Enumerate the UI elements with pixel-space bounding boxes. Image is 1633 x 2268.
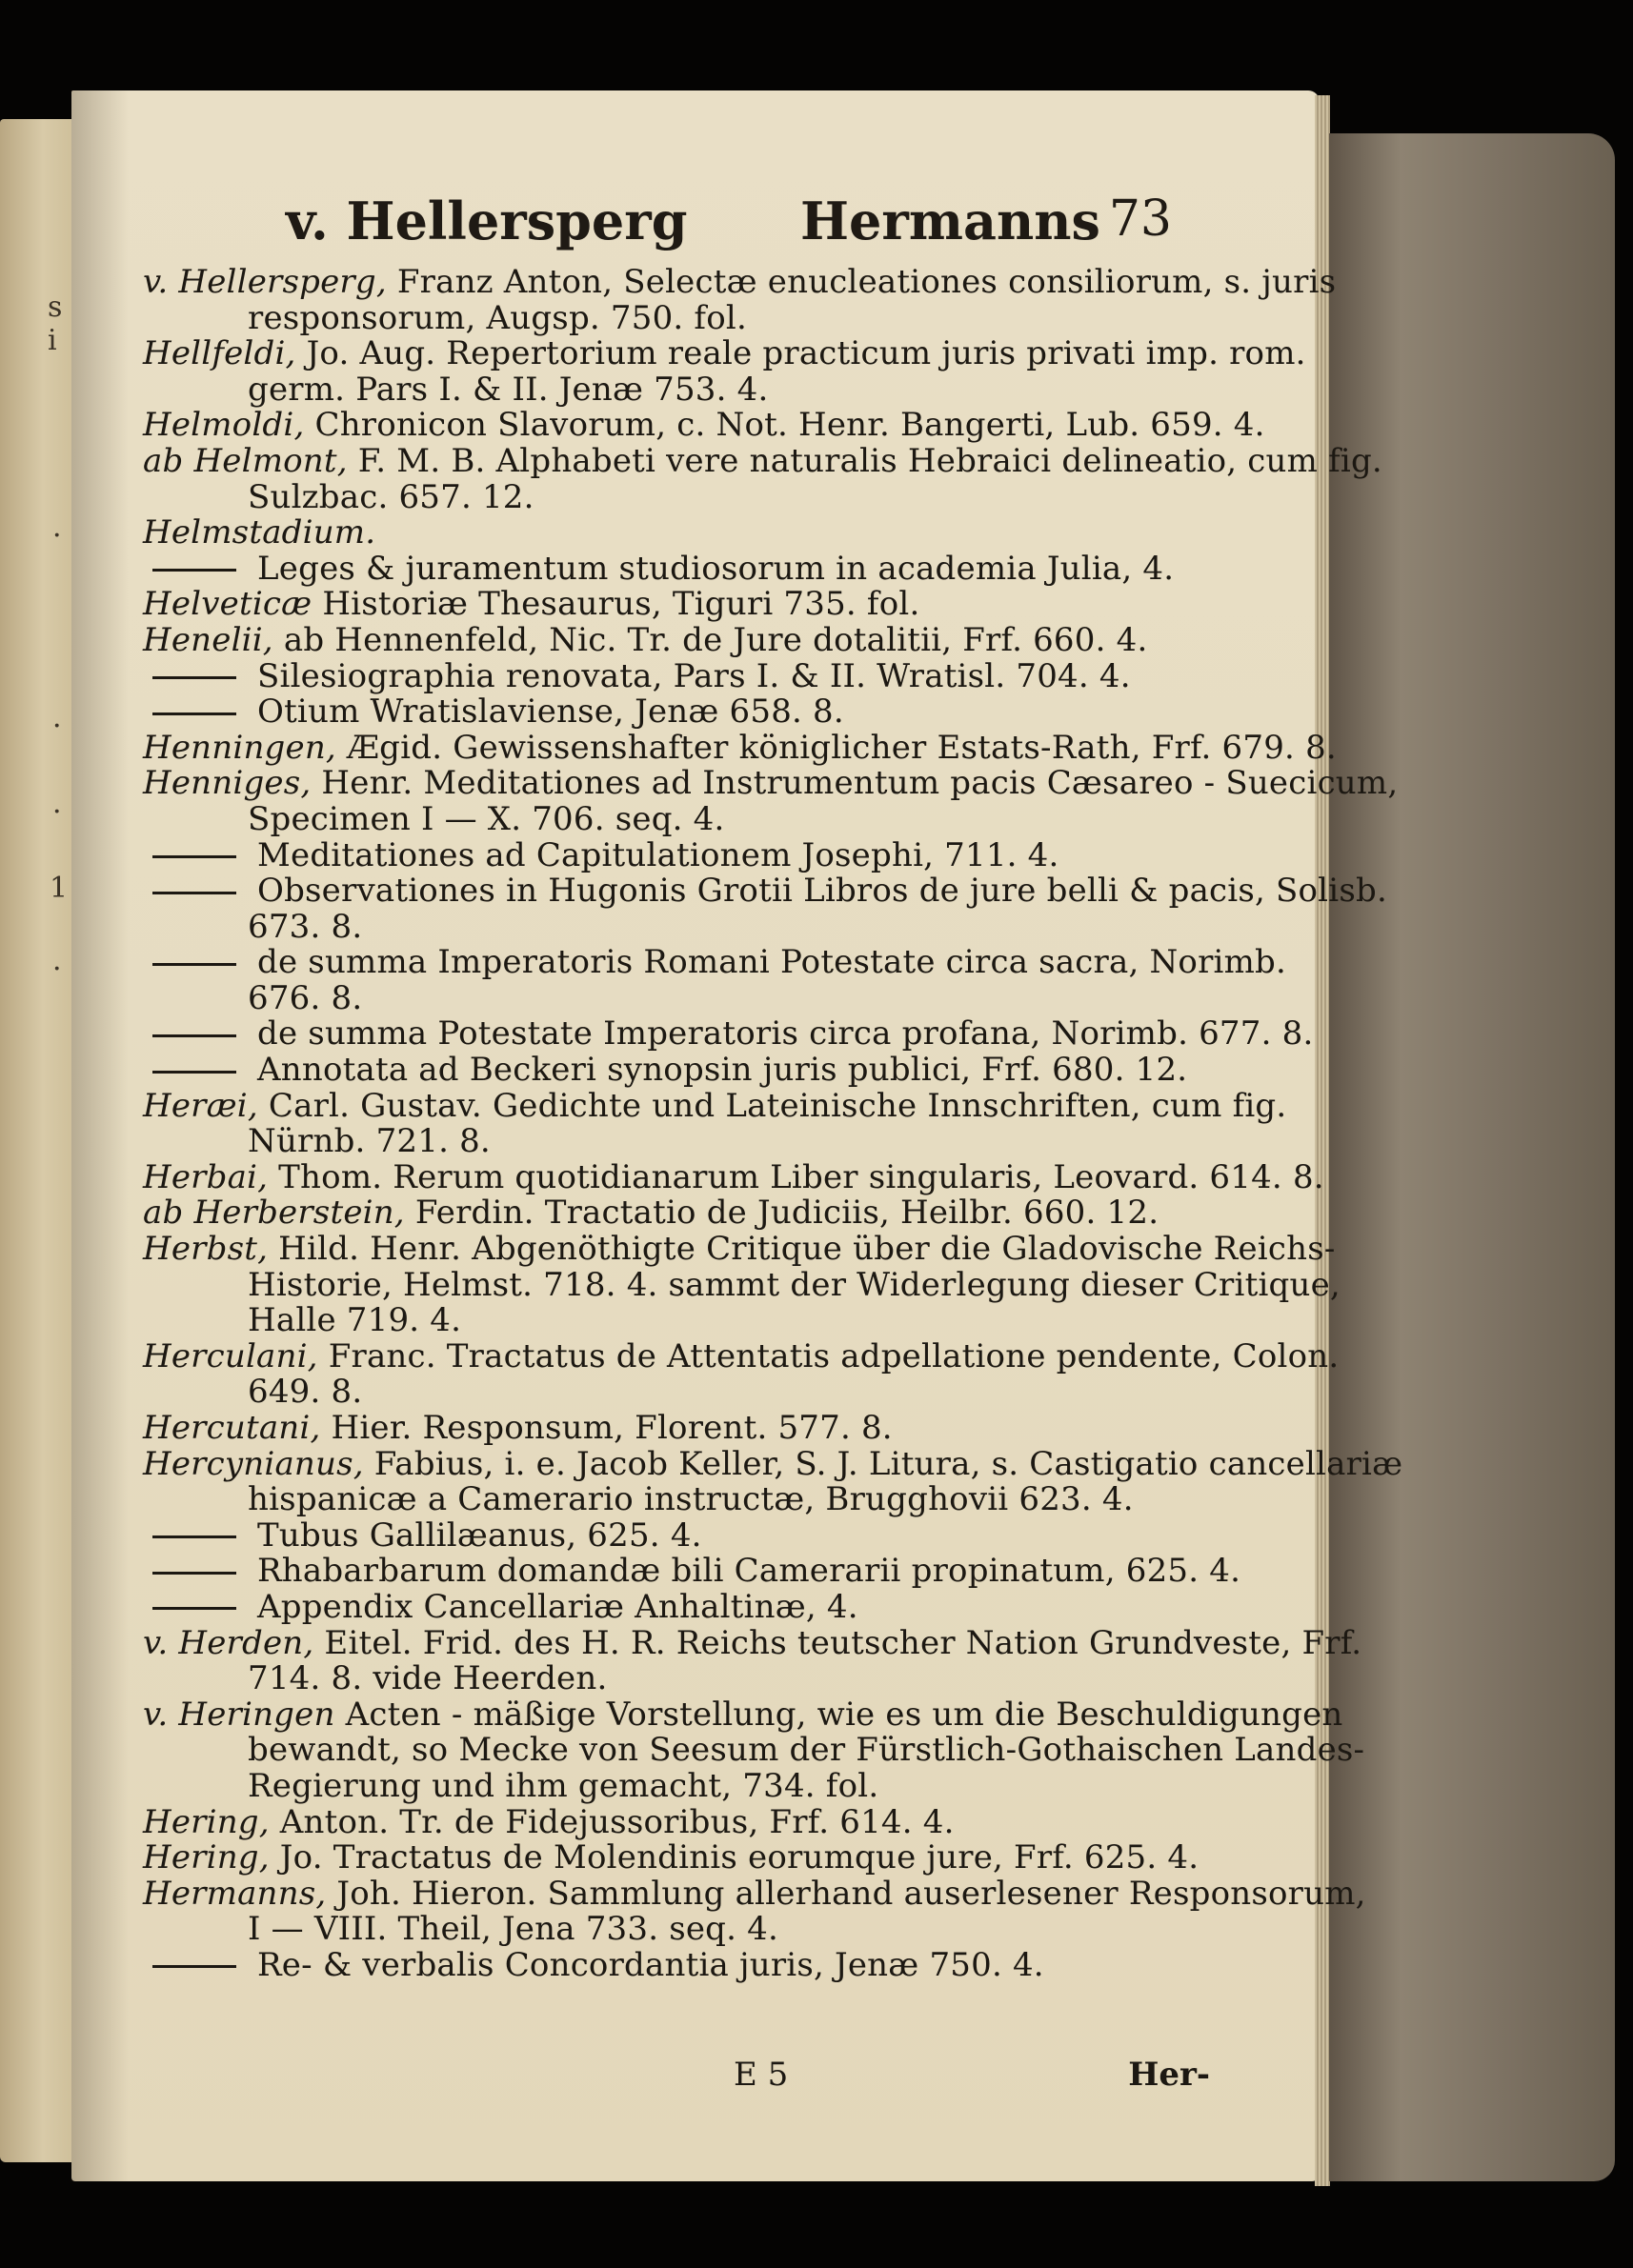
subentry-text: Re- & verbalis Concordantia juris, Jenæ 750. 4. (257, 1945, 1044, 1984)
index-entry (143, 515, 1210, 552)
entry-headword: Henniges, (143, 764, 312, 803)
subentry-text: Silesiographia renovata, Pars I. & II. Wratisl. 704. 4. (257, 656, 1131, 695)
edge-mark: · (52, 795, 62, 829)
running-head-left: v. Hellersperg (286, 191, 688, 251)
index-entry (143, 263, 1337, 301)
entry-continuation (143, 1124, 1210, 1160)
entry-continuation (143, 907, 1210, 946)
signature-mark: E 5 (734, 2056, 789, 2094)
entry-headword: Herculani, (143, 1336, 318, 1375)
index-entry (143, 1336, 1340, 1375)
entry-text: Jo. Aug. Repertorium reale practicum juris privati imp. rom. (306, 334, 1306, 373)
continuation-text: Sulzbac. 657. 12. (248, 477, 534, 516)
continuation-text: germ. Pars I. & II. Jenæ 753. 4. (248, 370, 769, 409)
ditto-dash (152, 963, 236, 966)
left-page-edge (0, 119, 71, 2162)
entry-text: Joh. Hieron. Sammlung allerhand auserlesener Responsorum, (336, 1874, 1366, 1913)
page-gutter-shadow (71, 90, 129, 2181)
entry-text: Hild. Henr. Abgenöthigte Critique über die Gladovische Reichs- (278, 1230, 1336, 1269)
entry-text: Fabius, i. e. Jacob Keller, S. J. Litura, s. Castigatio cancellariæ (373, 1444, 1403, 1483)
edge-mark: · (52, 519, 62, 552)
edge-mark: · (52, 710, 62, 743)
entry-text: F. M. B. Alphabeti vere naturalis Hebraici delineatio, cum fig. (357, 441, 1382, 480)
subentry-text: Appendix Cancellariæ Anhaltinæ, 4. (257, 1587, 858, 1626)
index-subentry (143, 1515, 1210, 1555)
subentry-text: Observationes in Hugonis Grotii Libros de jure belli & pacis, Solisb. (257, 872, 1387, 911)
entry-text: Thom. Rerum quotidianarum Liber singularis, Leovard. 614. 8. (278, 1157, 1324, 1196)
index-entry (143, 406, 1265, 445)
index-entry (143, 334, 1306, 373)
entry-text: Eitel. Frid. des H. R. Reichs teutscher Nation Grundveste, Frf. (324, 1623, 1362, 1662)
index-subentry (143, 872, 1387, 911)
entry-continuation (143, 298, 1210, 337)
continuation-text: responsorum, Augsp. 750. fol. (248, 298, 747, 337)
continuation-text: bewandt, so Mecke von Seesum der Fürstlich-Gothaischen Landes- (248, 1731, 1365, 1770)
entry-continuation (143, 372, 1210, 409)
index-entry (143, 1874, 1366, 1913)
continuation-text: Specimen I — X. 706. seq. 4. (248, 799, 725, 838)
ditto-dash (152, 713, 236, 715)
ditto-dash (152, 1965, 236, 1968)
edge-mark: s (48, 291, 63, 324)
index-entry (143, 1411, 1210, 1447)
index-subentry (143, 943, 1287, 982)
ditto-dash (152, 892, 236, 894)
entry-headword: Hermanns, (143, 1874, 327, 1913)
entry-continuation (143, 978, 1210, 1017)
entry-headword: Hering, (143, 1802, 270, 1841)
index-entry (143, 1840, 1210, 1877)
entry-headword: Herbai, (143, 1157, 269, 1196)
entry-continuation (143, 1303, 1210, 1339)
continuation-text: 649. 8. (248, 1373, 363, 1412)
entry-continuation (143, 1766, 1210, 1805)
entry-text: Ferdin. Tractatio de Judiciis, Heilbr. 660. 12. (414, 1194, 1159, 1233)
continuation-text: 714. 8. vide Heerden. (248, 1659, 608, 1698)
index-entry (143, 1444, 1403, 1483)
index-entry (143, 1230, 1336, 1269)
index-subentry (143, 694, 1210, 731)
continuation-text: Nürnb. 721. 8. (248, 1122, 491, 1161)
subentry-text: Annotata ad Beckeri synopsin juris publici, Frf. 680. 12. (257, 1051, 1188, 1090)
entry-continuation (143, 799, 1210, 838)
ditto-dash (152, 1034, 236, 1037)
entry-text: Historiæ Thesaurus, Tiguri 735. fol. (322, 585, 920, 624)
subentry-text: Meditationes ad Capitulationem Josephi, 711. 4. (257, 835, 1059, 874)
entry-continuation (143, 477, 1210, 516)
entry-headword: Helveticæ (143, 585, 312, 624)
entry-text: Franc. Tractatus de Attentatis adpellatione pendente, Colon. (328, 1336, 1340, 1375)
entry-text: Franz Anton, Selectæ enucleationes consiliorum, s. juris (396, 263, 1337, 301)
index-subentry (143, 1587, 1210, 1626)
entry-headword: v. Heringen (143, 1695, 335, 1734)
index-subentry (143, 835, 1210, 874)
index-subentry (143, 1945, 1210, 1984)
continuation-text: 673. 8. (248, 907, 363, 946)
index-entry (143, 1695, 1343, 1734)
ditto-dash (152, 855, 236, 858)
ditto-dash (152, 1607, 236, 1610)
index-entry (143, 441, 1382, 480)
continuation-text: Historie, Helmst. 718. 4. sammt der Widerlegung dieser Critique, (248, 1265, 1341, 1304)
index-entry (143, 1195, 1210, 1232)
entry-text: ab Hennenfeld, Nic. Tr. de Jure dotalitii, Frf. 660. 4. (283, 620, 1148, 659)
subentry-text: de summa Imperatoris Romani Potestate circa sacra, Norimb. (257, 943, 1287, 982)
entry-headword: ab Herberstein, (143, 1194, 405, 1233)
entry-continuation (143, 1731, 1365, 1770)
entry-continuation (143, 1482, 1210, 1518)
entry-headword: Hering, (143, 1838, 270, 1877)
book-spine (1329, 133, 1615, 2181)
entry-headword: Hellfeldi, (143, 334, 296, 373)
entry-headword: ab Helmont, (143, 441, 348, 480)
entry-headword: Henelii, (143, 620, 273, 659)
entry-headword: Herbst, (143, 1230, 269, 1269)
entry-text: Chronicon Slavorum, c. Not. Henr. Bangerti, Lub. 659. 4. (314, 406, 1265, 445)
index-subentry (143, 656, 1210, 695)
entry-text: Hier. Responsum, Florent. 577. 8. (331, 1409, 893, 1447)
ditto-dash (152, 569, 236, 572)
entry-text: Acten - mäßige Vorstellung, wie es um die Beschuldigungen (345, 1695, 1343, 1734)
entry-continuation (143, 1912, 1210, 1948)
index-entry (143, 1086, 1287, 1125)
ditto-dash (152, 1535, 236, 1538)
entry-headword: Heræi, (143, 1086, 258, 1125)
entry-continuation (143, 1661, 1210, 1697)
continuation-text: 676. 8. (248, 978, 363, 1017)
edge-mark: 1 (50, 872, 69, 905)
entry-headword: Hercynianus, (143, 1444, 364, 1483)
catchword: Her- (1128, 2056, 1210, 2094)
subentry-text: Otium Wratislaviense, Jenæ 658. 8. (257, 692, 844, 732)
entry-text: Jo. Tractatus de Molendinis eorumque jure, Frf. 625. 4. (279, 1838, 1200, 1877)
continuation-text: I — VIII. Theil, Jena 733. seq. 4. (248, 1910, 778, 1949)
continuation-text: Regierung und ihm gemacht, 734. fol. (248, 1766, 879, 1805)
subentry-text: Rhabarbarum domandæ bili Camerarii propinatum, 625. 4. (257, 1552, 1241, 1591)
index-entry (143, 587, 1210, 623)
running-head (286, 191, 1172, 257)
entry-headword: Helmstadium. (143, 513, 376, 552)
ditto-dash (152, 1071, 236, 1074)
index-subentry (143, 1552, 1241, 1591)
page-stack-edge (1315, 95, 1330, 2186)
index-entry (143, 1802, 1210, 1841)
entry-headword: Hercutani, (143, 1409, 321, 1447)
index-subentry (143, 1014, 1314, 1054)
entry-headword: Helmoldi, (143, 406, 305, 445)
subentry-text: Leges & juramentum studiosorum in academia Julia, 4. (257, 549, 1175, 588)
index-entries (143, 263, 1403, 1984)
index-subentry (143, 1053, 1210, 1089)
ditto-dash (152, 676, 236, 679)
entry-text: Anton. Tr. de Fidejussoribus, Frf. 614. 4. (279, 1802, 955, 1841)
entry-headword: v. Herden, (143, 1623, 314, 1662)
edge-mark: i (48, 324, 57, 357)
subentry-text: Tubus Gallilæanus, 625. 4. (257, 1515, 702, 1555)
page-number: 73 (1108, 191, 1172, 248)
continuation-text: hispanicæ a Camerario instructæ, Brugghovii 623. 4. (248, 1480, 1134, 1519)
index-entry (143, 728, 1337, 767)
entry-headword: v. Hellersperg, (143, 263, 387, 301)
entry-text: Ægid. Gewissenshafter königlicher Estats-Rath, Frf. 679. 8. (346, 728, 1337, 767)
entry-headword: Henningen, (143, 728, 336, 767)
index-subentry (143, 549, 1210, 588)
index-entry (143, 1157, 1324, 1196)
page-footer (143, 2056, 1210, 2097)
entry-text: Henr. Meditationes ad Instrumentum pacis Cæsareo - Suecicum, (321, 764, 1399, 803)
entry-continuation (143, 1375, 1210, 1411)
entry-continuation (143, 1265, 1341, 1304)
running-head-center: Hermanns (800, 191, 1100, 251)
edge-mark: · (52, 953, 62, 986)
entry-text: Carl. Gustav. Gedichte und Lateinische Innschriften, cum fig. (268, 1086, 1287, 1125)
index-entry (143, 764, 1399, 803)
subentry-text: de summa Potestate Imperatoris circa profana, Norimb. 677. 8. (257, 1014, 1314, 1054)
ditto-dash (152, 1572, 236, 1575)
index-entry (143, 1623, 1362, 1662)
index-entry (143, 620, 1210, 659)
continuation-text: Halle 719. 4. (248, 1301, 462, 1340)
